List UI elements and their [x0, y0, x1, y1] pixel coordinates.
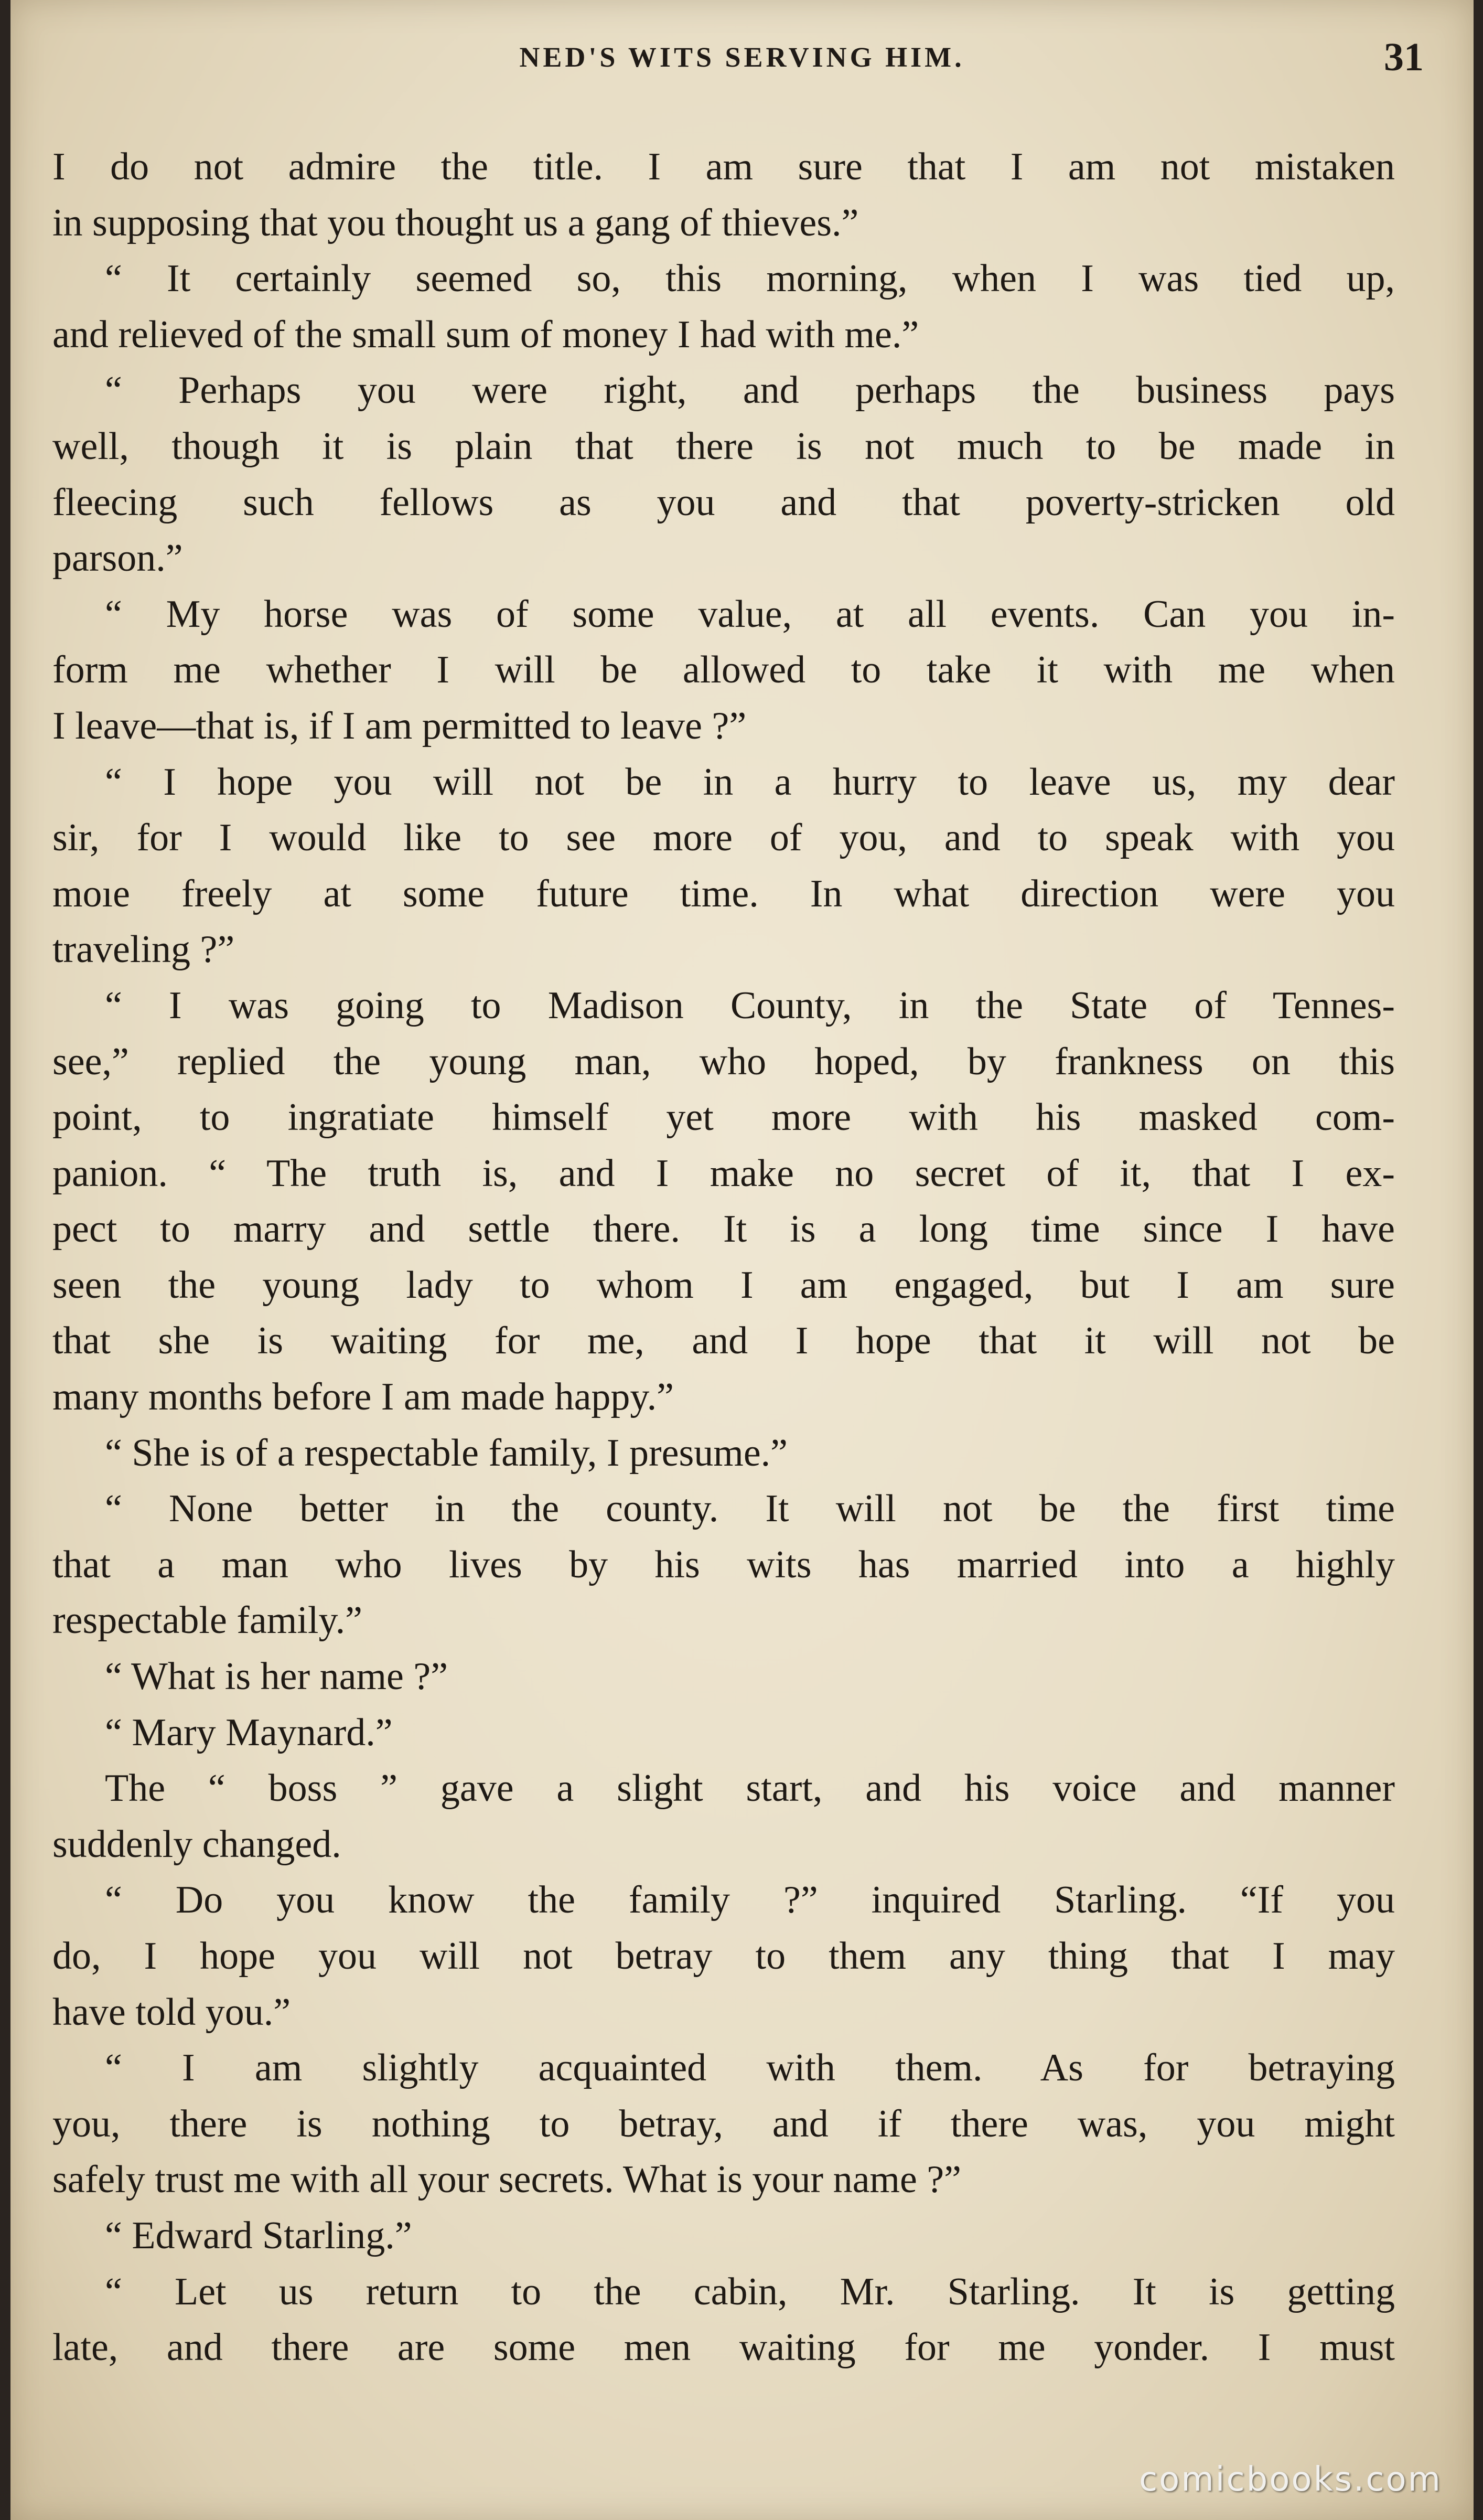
text-line: “ Edward Starling.” — [105, 2214, 412, 2257]
text-line: moıe freely at some future time. In what direction were you — [52, 872, 1395, 915]
text-line: safely trust me with all your secrets. What is your name ?” — [52, 2158, 962, 2202]
text-line: see,” replied the young man, who hoped, by frankness on this — [52, 1040, 1395, 1083]
text-line: in supposing that you thought us a gang of thieves.” — [52, 201, 859, 244]
text-line: that a man who lives by his wits has married into a highly — [52, 1543, 1395, 1586]
text-line: you, there is nothing to betray, and if there was, you might — [52, 2102, 1395, 2145]
text-line: well, though it is plain that there is not much to be made in — [52, 424, 1395, 468]
text-line: point, to ingratiate himself yet more with his masked com- — [52, 1096, 1395, 1139]
text-line: panion. “ The truth is, and I make no secret of it, that I ex- — [52, 1151, 1395, 1195]
running-head: NED'S WITS SERVING HIM. — [519, 41, 965, 73]
text-line: have told you.” — [52, 1990, 291, 2034]
text-line: many months before I am made happy.” — [52, 1375, 674, 1419]
text-line: “ It certainly seemed so, this morning, when I was tied up, — [105, 257, 1395, 301]
text-line: “ I was going to Madison County, in the State of Tennes- — [105, 984, 1395, 1027]
text-line: seen the young lady to whom I am engaged, but I am sure — [52, 1263, 1395, 1307]
text-line: sir, for I would like to see more of you, and to speak with you — [52, 816, 1395, 860]
text-line: do, I hope you will not betray to them any thing that I may — [52, 1935, 1395, 1978]
text-line: traveling ?” — [52, 928, 235, 971]
text-line: fleecing such fellows as you and that poverty-stricken old — [52, 480, 1395, 524]
text-line: “ Perhaps you were right, and perhaps the business pays — [105, 369, 1395, 412]
text-line: “ I hope you will not be in a hurry to leave us, my dear — [105, 760, 1395, 804]
text-line: The “ boss ” gave a slight start, and his voice and manner — [105, 1767, 1395, 1810]
page-header — [10, 30, 1474, 78]
text-line: pect to marry and settle there. It is a long time since I have — [52, 1208, 1395, 1251]
page-number: 31 — [1384, 35, 1424, 79]
watermark: comicbooks.com — [1138, 2460, 1442, 2499]
text-line: “ What is her name ?” — [105, 1655, 448, 1699]
body-text — [52, 139, 1395, 2376]
text-line: “ None better in the county. It will not be the first time — [105, 1487, 1395, 1531]
text-line: form me whether I will be allowed to take it with me when — [52, 648, 1395, 692]
text-line: “ She is of a respectable family, I presume.” — [105, 1431, 788, 1475]
book-page — [10, 0, 1474, 2520]
text-line: I leave—that is, if I am permitted to leave ?” — [52, 704, 747, 748]
text-line: respectable family.” — [52, 1599, 362, 1642]
text-line: “ I am slightly acquainted with them. As for betraying — [105, 2046, 1395, 2090]
text-line: “ Mary Maynard.” — [105, 1711, 393, 1754]
text-line: “ Let us return to the cabin, Mr. Starling. It is getting — [105, 2270, 1395, 2313]
text-line: “ Do you know the family ?” inquired Starling. “If you — [105, 1878, 1395, 1922]
text-line: I do not admire the title. I am sure that I am not mistaken — [52, 145, 1395, 188]
text-line: “ My horse was of some value, at all events. Can you in- — [105, 592, 1395, 636]
text-line: suddenly changed. — [52, 1822, 341, 1866]
text-line: and relieved of the small sum of money I had with me.” — [52, 313, 919, 356]
text-line: late, and there are some men waiting for me yonder. I must — [52, 2326, 1395, 2369]
text-line: parson.” — [52, 537, 183, 580]
text-line: that she is waiting for me, and I hope that it will not be — [52, 1319, 1395, 1363]
